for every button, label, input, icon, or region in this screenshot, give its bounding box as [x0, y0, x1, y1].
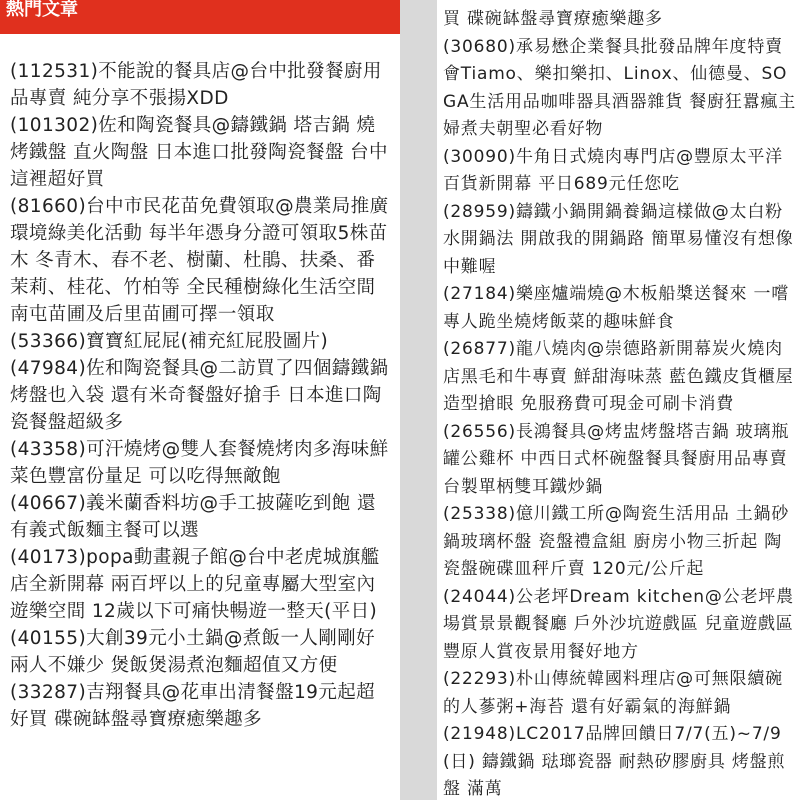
article-link[interactable]: (30090)牛角日式燒肉專門店@豐原太平洋百貨新開幕 平日689元任您吃 — [443, 146, 783, 194]
article-link[interactable]: (40667)義米蘭香料坊@手工披薩吃到飽 還有義式飯麵主餐可以選 — [10, 493, 376, 541]
article-link[interactable]: (47984)佐和陶瓷餐具@二訪買了四個鑄鐵鍋烤盤也入袋 還有米奇餐盤好搶手 日本進口陶瓷餐盤超級多 — [10, 358, 389, 433]
article-link[interactable]: (30680)承易懋企業餐具批發品牌年度特賣會Tiamo、樂扣樂扣、Linox、仙德曼、SOGA生活用品咖啡器具酒器雜貨 餐廚狂囂瘋主婦煮夫朝聖必看好物 — [443, 36, 797, 139]
article-link[interactable]: (26877)龍八燒肉@崇德路新開幕炭火燒肉店黑毛和牛專賣 鮮甜海味蒸 藍色鐵皮貨櫃屋造型搶眼 免服務費可現金可刷卡消費 — [443, 339, 794, 414]
article-link-continuation[interactable]: 買 碟碗缽盤尋寶療癒樂趣多 — [443, 9, 663, 29]
article-link[interactable]: (40173)popa動畫親子館@台中老虎城旗艦店全新開幕 兩百坪以上的兒童專屬大型室內遊樂空間 12歲以下可痛快暢遊一整天(平日) — [10, 547, 380, 622]
article-link[interactable]: (26556)長鴻餐具@烤盅烤盤塔吉鍋 玻璃瓶罐公雞杯 中西日式杯碗盤餐具餐廚用品專賣 台製單柄雙耳鐵炒鍋 — [443, 421, 790, 497]
article-link[interactable]: (27184)樂座爐端燒@木板船槳送餐來 一嚐專人跪坐燒烤飯菜的趣味鮮食 — [443, 284, 790, 332]
article-link[interactable]: (22293)朴山傳統韓國料理店@可無限續碗的人蔘粥+海苔 還有好霸氣的海鮮鍋 — [443, 669, 783, 717]
article-link[interactable]: (33287)吉翔餐具@花車出清餐盤19元起超好買 碟碗缽盤尋寶療癒樂趣多 — [10, 682, 376, 730]
article-link[interactable]: (24044)公老坪Dream kitchen@公老坪農場賞景景觀餐廳 戶外沙坑遊戲區 兒童遊戲區 豐原人賞夜景用餐好地方 — [443, 586, 794, 662]
popular-articles-list-right — [443, 34, 796, 800]
article-link[interactable]: (112531)不能說的餐具店@台中批發餐廚用品專賣 純分享不張揚XDD — [10, 61, 382, 109]
article-link[interactable]: (21948)LC2017品牌回饋日7/7(五)~7/9(日) 鑄鐵鍋 琺瑯瓷器 耐熱矽膠廚具 烤盤煎盤 滿萬 — [443, 724, 786, 799]
article-link[interactable]: (25338)億川鐵工所@陶瓷生活用品 土鍋砂鍋玻璃杯盤 瓷盤禮盒組 廚房小物三折起 陶瓷盤碗碟皿秤斤賣 120元/公斤起 — [443, 504, 790, 579]
article-link[interactable]: (53366)寶寶紅屁屁(補充紅屁股圖片) — [10, 331, 329, 352]
section-title-bar — [0, 20, 400, 34]
article-link[interactable]: (81660)台中市民花苗免費領取@農業局推廣環境綠美化活動 每半年憑身分證可領取5株苗木 冬青木、春不老、樹蘭、杜鵑、扶桑、番茉莉、桂花、竹柏等 全民種樹綠化生活空間 南屯苗圃及后里苗圃可擇一領取 — [10, 196, 389, 325]
popular-articles-list-left — [8, 58, 394, 733]
article-link[interactable]: (40155)大創39元小土鍋@煮飯一人剛剛好 兩人不嫌少 煲飯煲湯煮泡麵超值又方便 — [10, 628, 376, 676]
article-link[interactable]: (101302)佐和陶瓷餐具@鑄鐵鍋 塔吉鍋 燒烤鐵盤 直火陶盤 日本進口批發陶瓷餐盤 台中這裡超好買 — [10, 115, 388, 190]
article-link[interactable]: (28959)鑄鐵小鍋開鍋養鍋這樣做@太白粉水開鍋法 開啟我的開鍋路 簡單易懂沒有想像中難喔 — [443, 201, 794, 277]
right-panel — [437, 0, 800, 800]
article-link[interactable]: (43358)可汗燒烤@雙人套餐燒烤肉多海味鮮菜色豐富份量足 可以吃得無敵飽 — [10, 439, 389, 487]
section-title: 熱門文章 — [0, 0, 400, 20]
